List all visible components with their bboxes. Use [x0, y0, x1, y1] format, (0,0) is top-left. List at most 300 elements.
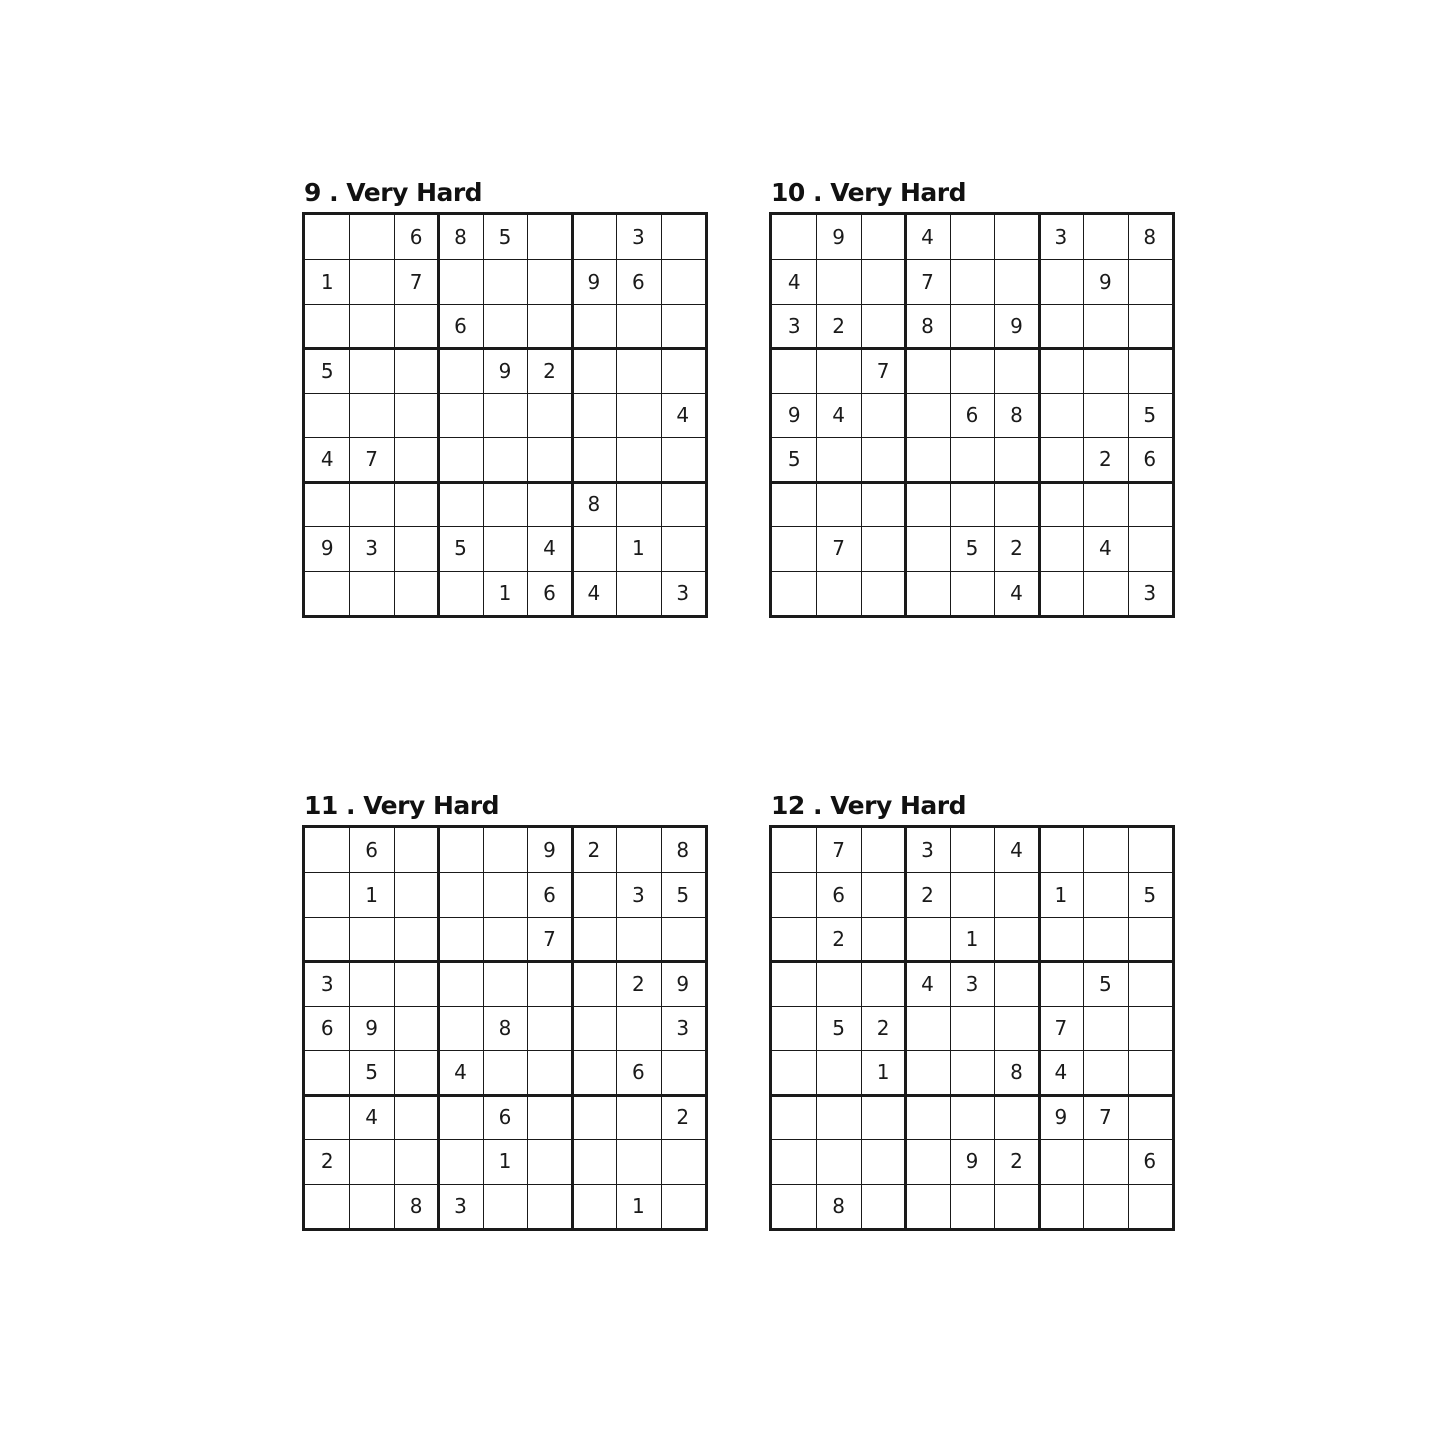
sudoku-cell[interactable]: [572, 393, 616, 437]
sudoku-cell[interactable]: 6: [832, 882, 846, 907]
sudoku-cell[interactable]: [1128, 482, 1172, 526]
sudoku-cell[interactable]: [905, 348, 949, 392]
sudoku-cell[interactable]: [1128, 828, 1172, 872]
sudoku-cell[interactable]: 9: [832, 225, 846, 250]
sudoku-cell[interactable]: 3: [631, 225, 645, 250]
sudoku-cell[interactable]: [349, 482, 393, 526]
sudoku-cell[interactable]: [616, 482, 660, 526]
sudoku-cell[interactable]: [1039, 1139, 1083, 1183]
sudoku-cell[interactable]: [616, 1139, 660, 1183]
sudoku-cell[interactable]: [994, 348, 1038, 392]
sudoku-cell[interactable]: [572, 526, 616, 570]
sudoku-cell[interactable]: [772, 348, 816, 392]
sudoku-cell[interactable]: 8: [498, 1015, 512, 1040]
sudoku-cell[interactable]: 5: [787, 447, 801, 472]
sudoku-cell[interactable]: [661, 348, 705, 392]
sudoku-cell[interactable]: [1128, 961, 1172, 1005]
sudoku-cell[interactable]: 2: [631, 971, 645, 996]
sudoku-cell[interactable]: [661, 1050, 705, 1094]
sudoku-cell[interactable]: [905, 1184, 949, 1228]
sudoku-cell[interactable]: [572, 215, 616, 259]
sudoku-cell[interactable]: [616, 304, 660, 348]
sudoku-cell[interactable]: [1083, 1006, 1127, 1050]
sudoku-cell[interactable]: [438, 1006, 482, 1050]
sudoku-cell[interactable]: 7: [876, 358, 890, 383]
sudoku-cell[interactable]: [905, 1006, 949, 1050]
sudoku-cell[interactable]: [483, 872, 527, 916]
sudoku-cell[interactable]: 6: [1143, 447, 1157, 472]
sudoku-cell[interactable]: [1128, 1184, 1172, 1228]
sudoku-cell[interactable]: 9: [676, 971, 690, 996]
sudoku-cell[interactable]: [1083, 482, 1127, 526]
sudoku-cell[interactable]: [572, 1050, 616, 1094]
sudoku-cell[interactable]: [1039, 526, 1083, 570]
sudoku-cell[interactable]: 2: [832, 927, 846, 952]
sudoku-cell[interactable]: 5: [965, 536, 979, 561]
sudoku-cell[interactable]: [816, 437, 860, 481]
sudoku-cell[interactable]: 9: [587, 269, 601, 294]
sudoku-cell[interactable]: 6: [498, 1104, 512, 1129]
sudoku-cell[interactable]: [994, 917, 1038, 961]
sudoku-cell[interactable]: 5: [454, 536, 467, 561]
sudoku-cell[interactable]: [905, 1095, 949, 1139]
sudoku-cell[interactable]: 6: [1143, 1149, 1157, 1174]
sudoku-cell[interactable]: 8: [409, 1193, 423, 1218]
sudoku-cell[interactable]: [950, 1095, 994, 1139]
sudoku-cell[interactable]: [305, 571, 349, 615]
sudoku-cell[interactable]: [394, 1006, 438, 1050]
sudoku-cell[interactable]: [527, 215, 571, 259]
sudoku-cell[interactable]: [1083, 393, 1127, 437]
sudoku-cell[interactable]: [394, 872, 438, 916]
sudoku-cell[interactable]: [305, 215, 349, 259]
sudoku-cell[interactable]: [394, 393, 438, 437]
sudoku-cell[interactable]: [816, 482, 860, 526]
sudoku-cell[interactable]: 3: [1143, 580, 1157, 605]
sudoku-cell[interactable]: [950, 482, 994, 526]
sudoku-cell[interactable]: 6: [631, 269, 645, 294]
sudoku-cell[interactable]: [1083, 828, 1127, 872]
sudoku-cell[interactable]: [1083, 1184, 1127, 1228]
sudoku-cell[interactable]: [438, 437, 482, 481]
sudoku-cell[interactable]: [1039, 1184, 1083, 1228]
sudoku-cell[interactable]: [861, 482, 905, 526]
sudoku-cell[interactable]: 5: [365, 1060, 379, 1085]
sudoku-cell[interactable]: [772, 215, 816, 259]
sudoku-cell[interactable]: [616, 1095, 660, 1139]
sudoku-cell[interactable]: 9: [320, 536, 334, 561]
sudoku-cell[interactable]: [950, 1050, 994, 1094]
sudoku-cell[interactable]: [572, 961, 616, 1005]
sudoku-cell[interactable]: [1128, 1050, 1172, 1094]
sudoku-cell[interactable]: 3: [921, 838, 934, 863]
sudoku-cell[interactable]: [1039, 304, 1083, 348]
sudoku-cell[interactable]: 4: [543, 536, 556, 561]
sudoku-cell[interactable]: 9: [1010, 314, 1023, 339]
sudoku-cell[interactable]: 7: [832, 838, 846, 863]
sudoku-cell[interactable]: [861, 828, 905, 872]
sudoku-cell[interactable]: 7: [1098, 1104, 1112, 1129]
sudoku-cell[interactable]: [527, 961, 571, 1005]
sudoku-cell[interactable]: [349, 1184, 393, 1228]
sudoku-cell[interactable]: [861, 215, 905, 259]
sudoku-cell[interactable]: [950, 1006, 994, 1050]
sudoku-cell[interactable]: [527, 437, 571, 481]
sudoku-cell[interactable]: 3: [365, 536, 379, 561]
sudoku-cell[interactable]: 4: [587, 580, 601, 605]
sudoku-cell[interactable]: [1083, 348, 1127, 392]
sudoku-cell[interactable]: 9: [965, 1149, 979, 1174]
sudoku-cell[interactable]: [861, 259, 905, 303]
sudoku-cell[interactable]: 3: [676, 1015, 690, 1040]
sudoku-cell[interactable]: [1083, 571, 1127, 615]
sudoku-cell[interactable]: 4: [676, 402, 690, 427]
sudoku-cell[interactable]: 3: [965, 971, 979, 996]
sudoku-cell[interactable]: [438, 961, 482, 1005]
sudoku-cell[interactable]: [861, 304, 905, 348]
sudoku-cell[interactable]: [616, 571, 660, 615]
sudoku-cell[interactable]: [349, 393, 393, 437]
sudoku-cell[interactable]: 2: [676, 1104, 690, 1129]
sudoku-cell[interactable]: 2: [1010, 536, 1023, 561]
sudoku-cell[interactable]: [861, 393, 905, 437]
sudoku-cell[interactable]: 2: [876, 1015, 890, 1040]
sudoku-cell[interactable]: 4: [365, 1104, 379, 1129]
sudoku-cell[interactable]: 4: [1098, 536, 1112, 561]
sudoku-cell[interactable]: [994, 1184, 1038, 1228]
sudoku-cell[interactable]: 6: [409, 225, 423, 250]
sudoku-cell[interactable]: [305, 1050, 349, 1094]
sudoku-cell[interactable]: [394, 571, 438, 615]
sudoku-cell[interactable]: [950, 259, 994, 303]
sudoku-cell[interactable]: 6: [543, 882, 556, 907]
sudoku-cell[interactable]: [572, 304, 616, 348]
sudoku-cell[interactable]: 9: [1054, 1104, 1068, 1129]
sudoku-cell[interactable]: 5: [1143, 402, 1157, 427]
sudoku-cell[interactable]: [905, 1139, 949, 1183]
sudoku-cell[interactable]: 2: [921, 882, 934, 907]
sudoku-cell[interactable]: [994, 215, 1038, 259]
sudoku-cell[interactable]: [394, 1050, 438, 1094]
sudoku-cell[interactable]: [483, 1050, 527, 1094]
sudoku-cell[interactable]: 5: [832, 1015, 846, 1040]
sudoku-cell[interactable]: 8: [587, 491, 601, 516]
sudoku-cell[interactable]: [394, 437, 438, 481]
sudoku-cell[interactable]: [572, 1184, 616, 1228]
sudoku-cell[interactable]: [661, 917, 705, 961]
sudoku-cell[interactable]: [816, 961, 860, 1005]
sudoku-cell[interactable]: [438, 872, 482, 916]
sudoku-cell[interactable]: [861, 1095, 905, 1139]
sudoku-cell[interactable]: 5: [1143, 882, 1157, 907]
sudoku-cell[interactable]: 2: [587, 838, 601, 863]
sudoku-cell[interactable]: [861, 872, 905, 916]
sudoku-cell[interactable]: [1083, 872, 1127, 916]
sudoku-cell[interactable]: [950, 1184, 994, 1228]
sudoku-cell[interactable]: 1: [365, 882, 379, 907]
sudoku-cell[interactable]: [950, 872, 994, 916]
sudoku-cell[interactable]: [1039, 917, 1083, 961]
sudoku-cell[interactable]: [349, 304, 393, 348]
sudoku-cell[interactable]: [950, 571, 994, 615]
sudoku-cell[interactable]: 1: [965, 927, 979, 952]
sudoku-cell[interactable]: [394, 1139, 438, 1183]
sudoku-cell[interactable]: [483, 482, 527, 526]
sudoku-cell[interactable]: 2: [543, 358, 556, 383]
sudoku-cell[interactable]: 7: [543, 927, 556, 952]
sudoku-cell[interactable]: [483, 1184, 527, 1228]
sudoku-cell[interactable]: [861, 1184, 905, 1228]
sudoku-cell[interactable]: [661, 526, 705, 570]
sudoku-cell[interactable]: 3: [1054, 225, 1068, 250]
sudoku-cell[interactable]: [394, 1095, 438, 1139]
sudoku-cell[interactable]: [772, 828, 816, 872]
sudoku-cell[interactable]: 4: [787, 269, 801, 294]
sudoku-cell[interactable]: 2: [832, 314, 846, 339]
sudoku-cell[interactable]: [349, 1139, 393, 1183]
sudoku-cell[interactable]: [483, 259, 527, 303]
sudoku-cell[interactable]: [994, 872, 1038, 916]
sudoku-cell[interactable]: [816, 348, 860, 392]
sudoku-cell[interactable]: 4: [832, 402, 846, 427]
sudoku-cell[interactable]: [905, 437, 949, 481]
sudoku-cell[interactable]: [349, 259, 393, 303]
sudoku-cell[interactable]: [305, 1095, 349, 1139]
sudoku-cell[interactable]: [438, 348, 482, 392]
sudoku-cell[interactable]: [816, 259, 860, 303]
sudoku-cell[interactable]: 2: [1098, 447, 1112, 472]
sudoku-cell[interactable]: [1128, 526, 1172, 570]
sudoku-cell[interactable]: [861, 437, 905, 481]
sudoku-cell[interactable]: 4: [1010, 838, 1023, 863]
sudoku-cell[interactable]: 7: [921, 269, 934, 294]
sudoku-cell[interactable]: [772, 482, 816, 526]
sudoku-cell[interactable]: [305, 828, 349, 872]
sudoku-cell[interactable]: [616, 393, 660, 437]
sudoku-cell[interactable]: [1128, 1095, 1172, 1139]
sudoku-cell[interactable]: [816, 1095, 860, 1139]
sudoku-cell[interactable]: [1128, 348, 1172, 392]
sudoku-cell[interactable]: 1: [631, 536, 645, 561]
sudoku-cell[interactable]: [772, 1006, 816, 1050]
sudoku-cell[interactable]: [349, 917, 393, 961]
sudoku-cell[interactable]: [1039, 961, 1083, 1005]
sudoku-cell[interactable]: [772, 1184, 816, 1228]
sudoku-cell[interactable]: 6: [454, 314, 467, 339]
sudoku-cell[interactable]: [305, 304, 349, 348]
sudoku-cell[interactable]: [1039, 259, 1083, 303]
sudoku-cell[interactable]: [905, 571, 949, 615]
sudoku-cell[interactable]: [438, 393, 482, 437]
sudoku-cell[interactable]: 3: [320, 971, 334, 996]
sudoku-cell[interactable]: 9: [365, 1015, 379, 1040]
sudoku-cell[interactable]: [1083, 215, 1127, 259]
sudoku-cell[interactable]: [305, 872, 349, 916]
sudoku-cell[interactable]: [950, 215, 994, 259]
sudoku-cell[interactable]: [616, 437, 660, 481]
sudoku-cell[interactable]: 8: [1010, 402, 1023, 427]
sudoku-cell[interactable]: 4: [921, 225, 934, 250]
sudoku-cell[interactable]: [950, 437, 994, 481]
sudoku-cell[interactable]: [861, 571, 905, 615]
sudoku-cell[interactable]: [661, 1184, 705, 1228]
sudoku-cell[interactable]: [394, 348, 438, 392]
sudoku-cell[interactable]: [1039, 571, 1083, 615]
sudoku-cell[interactable]: [483, 917, 527, 961]
sudoku-cell[interactable]: [572, 1139, 616, 1183]
sudoku-cell[interactable]: 1: [876, 1060, 890, 1085]
sudoku-cell[interactable]: [305, 917, 349, 961]
sudoku-cell[interactable]: [905, 1050, 949, 1094]
sudoku-cell[interactable]: [772, 526, 816, 570]
sudoku-cell[interactable]: [394, 526, 438, 570]
sudoku-cell[interactable]: [483, 393, 527, 437]
sudoku-cell[interactable]: 1: [498, 1149, 512, 1174]
sudoku-cell[interactable]: [527, 1006, 571, 1050]
sudoku-cell[interactable]: [1039, 348, 1083, 392]
sudoku-cell[interactable]: 7: [1054, 1015, 1068, 1040]
sudoku-cell[interactable]: 3: [676, 580, 690, 605]
sudoku-cell[interactable]: [349, 215, 393, 259]
sudoku-cell[interactable]: [438, 259, 482, 303]
sudoku-cell[interactable]: 7: [409, 269, 423, 294]
sudoku-cell[interactable]: 8: [1143, 225, 1157, 250]
sudoku-cell[interactable]: 5: [1098, 971, 1112, 996]
sudoku-cell[interactable]: [305, 393, 349, 437]
sudoku-cell[interactable]: [1128, 304, 1172, 348]
sudoku-cell[interactable]: [305, 482, 349, 526]
sudoku-cell[interactable]: 4: [1054, 1060, 1068, 1085]
sudoku-cell[interactable]: 6: [320, 1015, 334, 1040]
sudoku-cell[interactable]: 9: [498, 358, 512, 383]
sudoku-cell[interactable]: [1083, 917, 1127, 961]
sudoku-cell[interactable]: [394, 961, 438, 1005]
sudoku-cell[interactable]: 5: [498, 225, 512, 250]
sudoku-cell[interactable]: [305, 1184, 349, 1228]
sudoku-cell[interactable]: [527, 393, 571, 437]
sudoku-cell[interactable]: [394, 304, 438, 348]
sudoku-cell[interactable]: [1039, 393, 1083, 437]
sudoku-cell[interactable]: [816, 1050, 860, 1094]
sudoku-cell[interactable]: 8: [454, 225, 467, 250]
sudoku-cell[interactable]: 5: [320, 358, 334, 383]
sudoku-cell[interactable]: [861, 1139, 905, 1183]
sudoku-cell[interactable]: 5: [676, 882, 690, 907]
sudoku-cell[interactable]: [861, 917, 905, 961]
sudoku-cell[interactable]: [438, 482, 482, 526]
sudoku-cell[interactable]: 1: [320, 269, 334, 294]
sudoku-cell[interactable]: [438, 1139, 482, 1183]
sudoku-cell[interactable]: [572, 872, 616, 916]
sudoku-cell[interactable]: 7: [832, 536, 846, 561]
sudoku-cell[interactable]: [1128, 1006, 1172, 1050]
sudoku-cell[interactable]: 9: [787, 402, 801, 427]
sudoku-cell[interactable]: [905, 526, 949, 570]
sudoku-cell[interactable]: [394, 482, 438, 526]
sudoku-cell[interactable]: [483, 828, 527, 872]
sudoku-cell[interactable]: 8: [832, 1193, 846, 1218]
sudoku-cell[interactable]: [527, 482, 571, 526]
sudoku-cell[interactable]: [994, 1095, 1038, 1139]
sudoku-cell[interactable]: [394, 917, 438, 961]
sudoku-cell[interactable]: [394, 828, 438, 872]
sudoku-cell[interactable]: [772, 571, 816, 615]
sudoku-cell[interactable]: [1128, 259, 1172, 303]
sudoku-cell[interactable]: 3: [454, 1193, 467, 1218]
sudoku-cell[interactable]: [816, 1139, 860, 1183]
sudoku-cell[interactable]: [483, 304, 527, 348]
sudoku-cell[interactable]: [1039, 482, 1083, 526]
sudoku-cell[interactable]: 1: [631, 1193, 645, 1218]
sudoku-cell[interactable]: 6: [965, 402, 979, 427]
sudoku-cell[interactable]: 8: [1010, 1060, 1023, 1085]
sudoku-cell[interactable]: 6: [631, 1060, 645, 1085]
sudoku-cell[interactable]: 4: [921, 971, 934, 996]
sudoku-cell[interactable]: [994, 482, 1038, 526]
sudoku-cell[interactable]: 9: [543, 838, 556, 863]
sudoku-cell[interactable]: 6: [543, 580, 556, 605]
sudoku-cell[interactable]: [483, 961, 527, 1005]
sudoku-cell[interactable]: [572, 348, 616, 392]
sudoku-cell[interactable]: [994, 437, 1038, 481]
sudoku-cell[interactable]: [616, 1006, 660, 1050]
sudoku-cell[interactable]: [661, 259, 705, 303]
sudoku-cell[interactable]: [572, 1006, 616, 1050]
sudoku-cell[interactable]: 1: [1054, 882, 1068, 907]
sudoku-cell[interactable]: 3: [631, 882, 645, 907]
sudoku-cell[interactable]: [772, 872, 816, 916]
sudoku-cell[interactable]: [616, 348, 660, 392]
sudoku-cell[interactable]: [527, 1139, 571, 1183]
sudoku-cell[interactable]: [527, 259, 571, 303]
sudoku-cell[interactable]: [527, 304, 571, 348]
sudoku-cell[interactable]: 4: [454, 1060, 467, 1085]
sudoku-cell[interactable]: 1: [498, 580, 512, 605]
sudoku-cell[interactable]: [661, 304, 705, 348]
sudoku-cell[interactable]: [349, 348, 393, 392]
sudoku-cell[interactable]: [772, 1095, 816, 1139]
sudoku-cell[interactable]: [772, 961, 816, 1005]
sudoku-cell[interactable]: [661, 215, 705, 259]
sudoku-cell[interactable]: [661, 482, 705, 526]
sudoku-cell[interactable]: 2: [320, 1149, 334, 1174]
sudoku-cell[interactable]: [616, 917, 660, 961]
sudoku-cell[interactable]: [950, 348, 994, 392]
sudoku-cell[interactable]: [483, 437, 527, 481]
sudoku-cell[interactable]: [905, 482, 949, 526]
sudoku-cell[interactable]: [772, 1050, 816, 1094]
sudoku-cell[interactable]: [772, 917, 816, 961]
sudoku-cell[interactable]: [572, 1095, 616, 1139]
sudoku-cell[interactable]: [616, 828, 660, 872]
sudoku-cell[interactable]: 4: [1010, 580, 1023, 605]
sudoku-cell[interactable]: [772, 1139, 816, 1183]
sudoku-cell[interactable]: [438, 917, 482, 961]
sudoku-cell[interactable]: [861, 961, 905, 1005]
sudoku-cell[interactable]: [950, 304, 994, 348]
sudoku-cell[interactable]: [527, 1184, 571, 1228]
sudoku-cell[interactable]: [438, 828, 482, 872]
sudoku-cell[interactable]: [1083, 304, 1127, 348]
sudoku-cell[interactable]: [572, 437, 616, 481]
sudoku-cell[interactable]: 9: [1098, 269, 1112, 294]
sudoku-cell[interactable]: [661, 437, 705, 481]
sudoku-cell[interactable]: [1128, 917, 1172, 961]
sudoku-cell[interactable]: 6: [365, 838, 379, 863]
sudoku-cell[interactable]: 4: [320, 447, 334, 472]
sudoku-cell[interactable]: [349, 571, 393, 615]
sudoku-cell[interactable]: [438, 571, 482, 615]
